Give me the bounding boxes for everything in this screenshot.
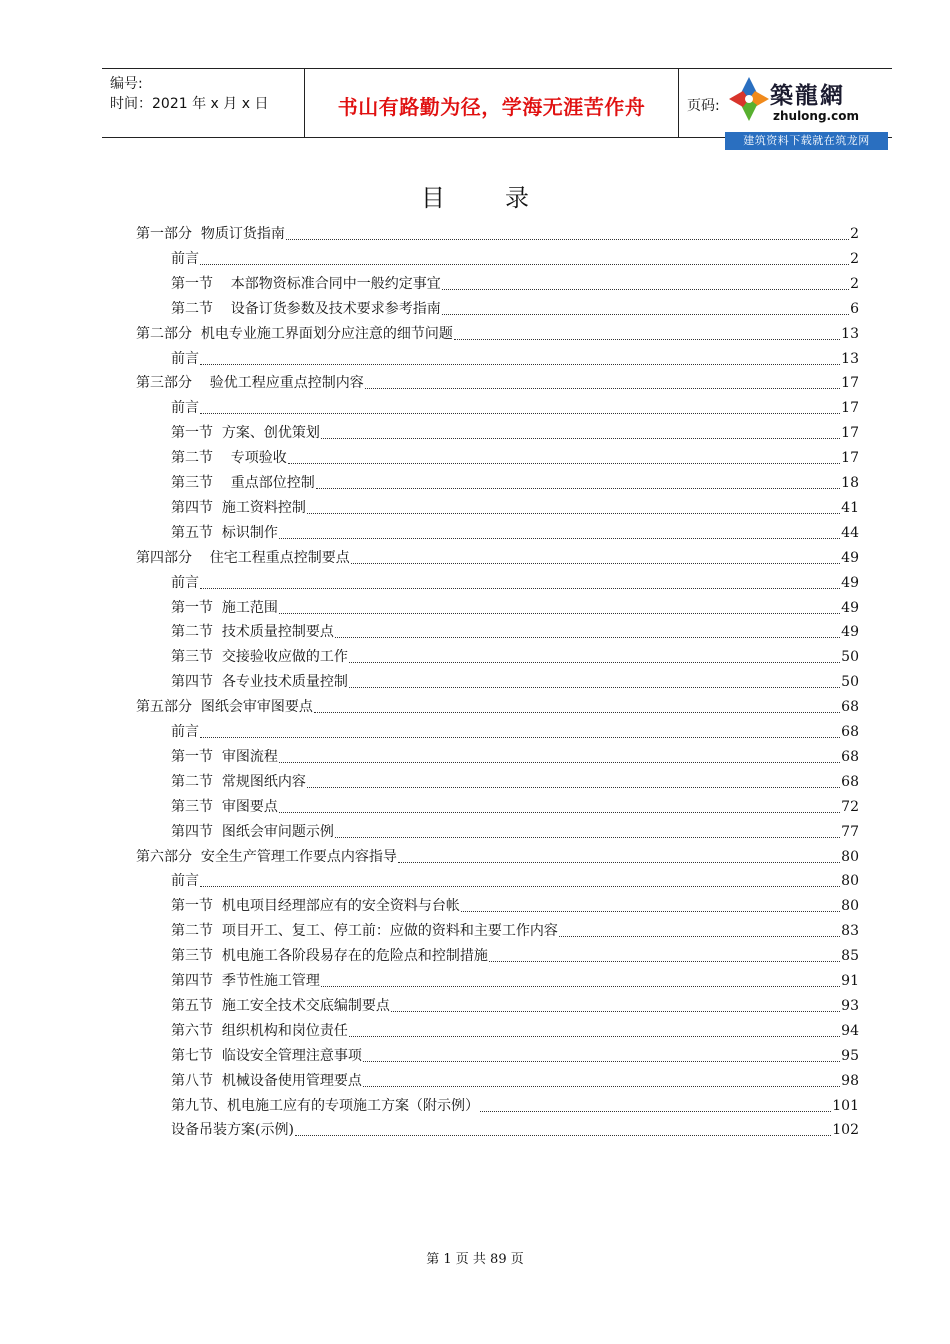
toc-entry-title: 第五节 施工安全技术交底编制要点 — [171, 997, 390, 1014]
toc-entry-page: 18 — [841, 475, 859, 491]
toc-entry[interactable] — [171, 915, 859, 940]
toc-entry-title: 第三节 审图要点 — [171, 798, 278, 815]
toc-entry[interactable] — [136, 691, 859, 716]
toc-entry-title: 第六部分 安全生产管理工作要点内容指导 — [136, 848, 397, 865]
toc-entry-title: 前言 — [171, 250, 199, 267]
toc-entry-page: 102 — [832, 1122, 859, 1139]
toc-entry-page: 44 — [841, 524, 859, 541]
zhulong-logo — [725, 71, 888, 151]
toc-entry-title: 第二节 设备订货参数及技术要求参考指南 — [171, 300, 441, 317]
toc-entry[interactable] — [171, 990, 859, 1015]
toc-entry-page: 68 — [841, 748, 859, 765]
toc-entry-title: 第五节 标识制作 — [171, 524, 278, 541]
toc-leader-dots — [200, 587, 840, 589]
toc-entry[interactable] — [171, 666, 859, 691]
toc-entry[interactable] — [171, 442, 859, 467]
document-number-label: 编号: — [110, 76, 143, 92]
toc-entry[interactable] — [171, 741, 859, 766]
toc-entry-page: 80 — [841, 848, 859, 865]
toc-entry[interactable] — [171, 293, 859, 318]
toc-entry[interactable] — [136, 841, 859, 866]
toc-entry[interactable] — [136, 318, 859, 343]
page-number-label: 页码: — [687, 98, 720, 114]
toc-entry-page: 2 — [850, 250, 859, 267]
toc-entry-title: 第七节 临设安全管理注意事项 — [171, 1047, 362, 1064]
toc-leader-dots — [365, 387, 840, 389]
toc-entry-page: 101 — [832, 1097, 859, 1114]
toc-leader-dots — [391, 1010, 840, 1012]
toc-entry[interactable] — [136, 218, 859, 243]
toc-entry[interactable] — [171, 716, 859, 741]
toc-entry-page: 80 — [841, 898, 859, 915]
toc-entry-page: 95 — [841, 1047, 859, 1064]
toc-entry[interactable] — [171, 417, 859, 442]
toc-entry-title: 第九节、机电施工应有的专项施工方案（附示例） — [171, 1097, 479, 1114]
header-meta-cell — [102, 69, 305, 137]
toc-entry[interactable] — [171, 1015, 859, 1040]
toc-leader-dots — [279, 761, 840, 763]
toc-entry-page: 80 — [841, 873, 859, 890]
toc-entry-page: 50 — [841, 649, 859, 666]
toc-leader-dots — [321, 985, 840, 987]
toc-entry-title: 第二节 技术质量控制要点 — [171, 624, 334, 641]
toc-leader-dots — [200, 363, 840, 365]
toc-entry-title: 第四部分 住宅工程重点控制要点 — [136, 549, 350, 566]
toc-leader-dots — [200, 885, 840, 887]
toc-leader-dots — [442, 313, 849, 315]
toc-leader-dots — [349, 1035, 840, 1037]
toc-entry-page: 49 — [841, 549, 859, 566]
logo-brand-text: 築龍網 — [770, 82, 845, 109]
toc-entry-page: 17 — [841, 375, 859, 392]
toc-leader-dots — [314, 711, 840, 713]
toc-leader-dots — [288, 462, 840, 464]
toc-entry[interactable] — [171, 641, 859, 666]
toc-leader-dots — [307, 786, 840, 788]
toc-entry-title: 第八节 机械设备使用管理要点 — [171, 1072, 362, 1089]
toc-entry[interactable] — [171, 243, 859, 268]
toc-entry-page: 68 — [841, 724, 859, 740]
toc-entry-title: 第五部分 图纸会审审图要点 — [136, 699, 313, 716]
toc-entry-title: 第三部分 验优工程应重点控制内容 — [136, 375, 364, 392]
toc-entry-title: 第一节 本部物资标准合同中一般约定事宜 — [171, 275, 441, 292]
toc-entry-page: 93 — [841, 997, 859, 1014]
toc-entry-title: 前言 — [171, 724, 199, 740]
toc-entry-title: 第三节 交接验收应做的工作 — [171, 649, 348, 666]
toc-entry-title: 第一部分 物质订货指南 — [136, 226, 285, 242]
toc-entry-page: 83 — [841, 923, 859, 940]
toc-entry-title: 第四节 各专业技术质量控制 — [171, 674, 348, 691]
toc-leader-dots — [200, 736, 840, 738]
toc-entry-title: 第四节 图纸会审问题示例 — [171, 823, 334, 840]
logo-domain-text: zhulong.com — [773, 109, 859, 123]
toc-entry[interactable] — [171, 1090, 859, 1115]
toc-leader-dots — [349, 686, 840, 688]
toc-entry[interactable] — [171, 965, 859, 990]
toc-entry-title: 第四节 季节性施工管理 — [171, 973, 320, 989]
toc-entry-page: 98 — [841, 1072, 859, 1089]
toc-leader-dots — [321, 437, 840, 439]
toc-leader-dots — [559, 935, 840, 937]
toc-leader-dots — [363, 1060, 840, 1062]
toc-entry-title: 前言 — [171, 400, 199, 417]
toc-leader-dots — [398, 861, 840, 863]
toc-entry-page: 6 — [850, 300, 859, 317]
toc-entry-title: 前言 — [171, 873, 199, 890]
toc-leader-dots — [279, 811, 840, 813]
toc-title: 目录 — [421, 184, 589, 212]
toc-entry-title: 第三节 机电施工各阶段易存在的危险点和控制措施 — [171, 948, 488, 965]
toc-entry-page: 68 — [841, 699, 859, 716]
toc-leader-dots — [279, 612, 840, 614]
toc-entry[interactable] — [171, 1040, 859, 1065]
toc-leader-dots — [351, 562, 840, 564]
toc-entry-page: 13 — [841, 350, 859, 367]
toc-entry[interactable] — [171, 517, 859, 542]
toc-leader-dots — [316, 487, 840, 489]
toc-leader-dots — [349, 661, 840, 663]
toc-entry-page: 41 — [841, 499, 859, 516]
toc-entry[interactable] — [171, 268, 859, 293]
toc-entry-page: 17 — [841, 425, 859, 442]
toc-entry[interactable] — [136, 542, 859, 567]
document-date-label: 时间：2021 年 x 月 x 日 — [110, 96, 269, 112]
toc-entry-title: 第一节 施工范围 — [171, 599, 278, 616]
toc-entry[interactable] — [171, 1114, 859, 1139]
toc-entry-title: 设备吊装方案(示例) — [171, 1122, 294, 1139]
toc-entry-page: 2 — [850, 226, 859, 242]
toc-entry[interactable] — [171, 865, 859, 890]
toc-entry-page: 49 — [841, 574, 859, 591]
toc-entry[interactable] — [171, 392, 859, 417]
toc-entry[interactable] — [171, 567, 859, 592]
toc-entry-title: 第二节 常规图纸内容 — [171, 773, 306, 790]
toc-entry-title: 第二节 项目开工、复工、停工前：应做的资料和主要工作内容 — [171, 923, 558, 940]
toc-leader-dots — [480, 1110, 831, 1112]
toc-entry-page: 72 — [841, 798, 859, 815]
toc-entry-page: 85 — [841, 948, 859, 965]
page-footer: 第 1 页 共 89 页 — [426, 1252, 524, 1267]
toc-entry-title: 前言 — [171, 350, 199, 367]
toc-leader-dots — [295, 1134, 831, 1136]
toc-leader-dots — [489, 960, 840, 962]
toc-leader-dots — [454, 338, 840, 340]
toc-entry[interactable] — [171, 791, 859, 816]
logo-tagline: 建筑资料下载就在筑龙网 — [725, 132, 888, 150]
logo-mark-icon — [725, 75, 773, 127]
toc-entry-page: 49 — [841, 624, 859, 641]
toc-leader-dots — [335, 636, 840, 638]
toc-leader-dots — [461, 910, 840, 912]
toc-entry-title: 前言 — [171, 574, 199, 591]
toc-entry-title: 第一节 机电项目经理部应有的安全资料与台帐 — [171, 898, 460, 915]
toc-entry[interactable] — [136, 367, 859, 392]
toc-leader-dots — [335, 836, 840, 838]
toc-leader-dots — [286, 238, 849, 240]
toc-entry-title: 第二节 专项验收 — [171, 450, 287, 467]
toc-entry-page: 50 — [841, 674, 859, 691]
toc-entry[interactable] — [171, 890, 859, 915]
toc-entry-page: 2 — [850, 275, 859, 292]
toc-entry-title: 第一节 方案、创优策划 — [171, 425, 320, 442]
toc-leader-dots — [307, 512, 840, 514]
toc-entry[interactable] — [171, 816, 859, 841]
toc-entry[interactable] — [171, 616, 859, 641]
toc-leader-dots — [442, 288, 849, 290]
header-motto-cell — [305, 69, 679, 137]
toc-entry[interactable] — [171, 492, 859, 517]
toc-entry-page: 77 — [841, 823, 859, 840]
toc-entry-title: 第三节 重点部位控制 — [171, 475, 315, 491]
toc-entry-title: 第四节 施工资料控制 — [171, 499, 306, 516]
motto-text: 书山有路勤为径，学海无涯苦作舟 — [337, 95, 646, 119]
toc-entry-page: 13 — [841, 325, 859, 342]
toc-entry-title: 第六节 组织机构和岗位责任 — [171, 1022, 348, 1039]
toc-entry[interactable] — [171, 766, 859, 791]
toc-leader-dots — [363, 1085, 840, 1087]
toc-entry-page: 91 — [841, 973, 859, 989]
toc-leader-dots — [200, 412, 840, 414]
toc-leader-dots — [279, 537, 840, 539]
toc-entry-page: 49 — [841, 599, 859, 616]
toc-entry[interactable] — [171, 343, 859, 368]
toc-entry-page: 17 — [841, 400, 859, 417]
toc-leader-dots — [200, 263, 849, 265]
toc-entry-page: 17 — [841, 450, 859, 467]
toc-entry[interactable] — [171, 1065, 859, 1090]
toc-entry-title: 第二部分 机电专业施工界面划分应注意的细节问题 — [136, 325, 453, 342]
toc-entry[interactable] — [171, 467, 859, 492]
toc-entry-page: 94 — [841, 1022, 859, 1039]
toc-entry[interactable] — [171, 592, 859, 617]
toc-entry-title: 第一节 审图流程 — [171, 748, 278, 765]
toc-entry-page: 68 — [841, 773, 859, 790]
toc-entry[interactable] — [171, 940, 859, 965]
